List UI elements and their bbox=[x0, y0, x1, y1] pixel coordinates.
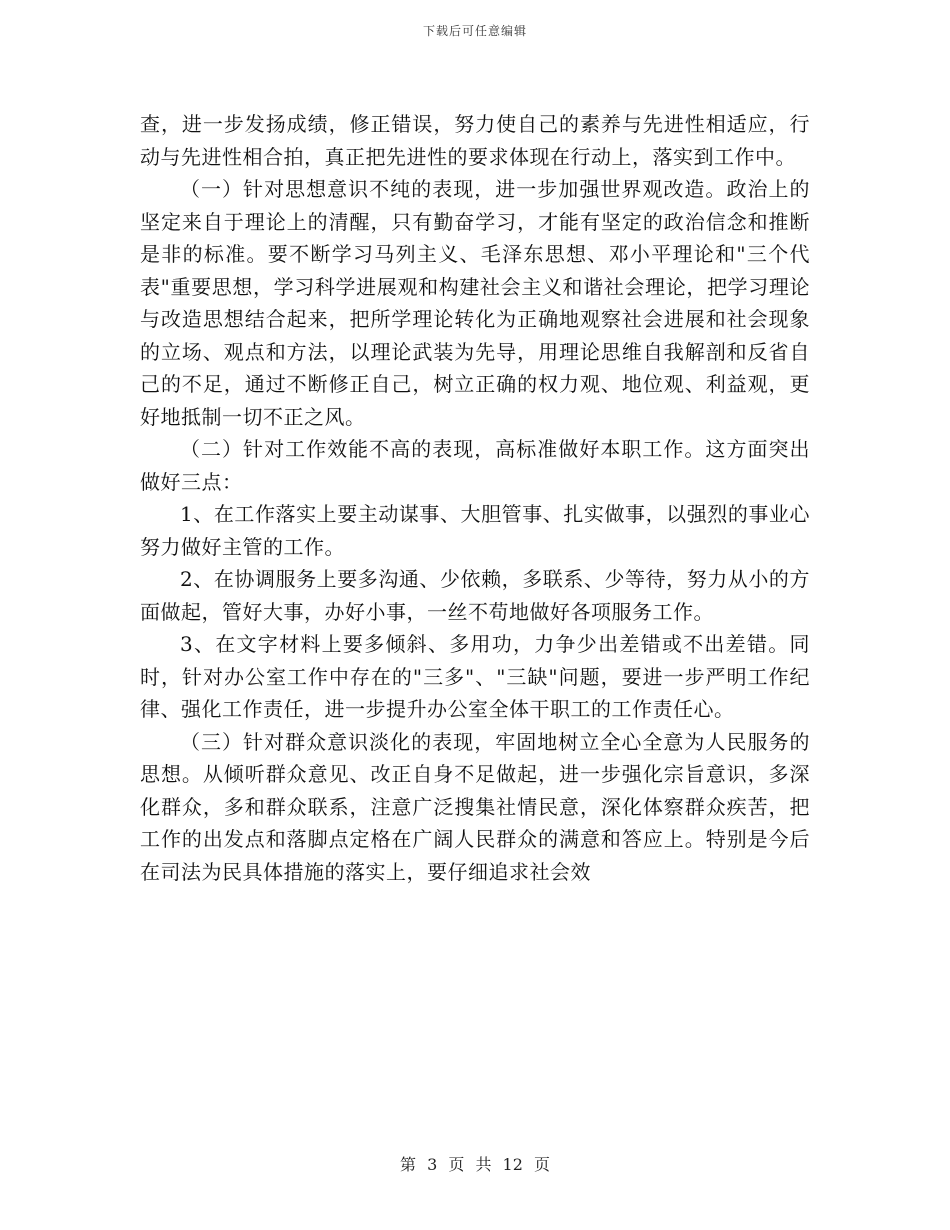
page-header: 下载后可任意编辑 bbox=[422, 24, 527, 38]
page-number: 第 3 页 共 12 页 bbox=[400, 1155, 550, 1174]
paragraph-2: （一）针对思想意识不纯的表现，进一步加强世界观改造。政治上的坚定来自于理论上的清醒，只有勤奋学习，才能有坚定的政治信念和推断是非的标准。要不断学习马列主义、毛泽东思想、邓小平理论和"三个代表"重要思想，学习科学进展观和构建社会主义和谐社会理论，把学习理论与改造思想结合起来，把所学理论转化为正确地观察社会进展和社会现象的立场、观点和方法，以理论武装为先导，用理论思维自我解剖和反省自己的不足，通过不断修正自己，树立正确的权力观、地位观、利益观，更好地抵制一切不正之风。 bbox=[140, 177, 810, 429]
paragraph-5: 2、在协调服务上要多沟通、少依赖，多联系、少等待，努力从小的方面做起，管好大事，办好小事，一丝不苟地做好各项服务工作。 bbox=[140, 567, 810, 624]
paragraph-6: 3、在文字材料上要多倾斜、多用功，力争少出差错或不出差错。同时，针对办公室工作中存在的"三多"、"三缺"问题，要进一步严明工作纪律、强化工作责任，进一步提升办公室全体干职工的工作责任心。 bbox=[140, 632, 810, 721]
document-body bbox=[140, 108, 810, 888]
paragraph-7: （三）针对群众意识淡化的表现，牢固地树立全心全意为人民服务的思想。从倾听群众意见、改正自身不足做起，进一步强化宗旨意识，多深化群众，多和群众联系，注意广泛搜集社情民意，深化体察群众疾苦，把工作的出发点和落脚点定格在广阔人民群众的满意和答应上。特别是今后在司法为民具体措施的落实上，要仔细追求社会效 bbox=[140, 729, 810, 884]
paragraph-3: （二）针对工作效能不高的表现，高标准做好本职工作。这方面突出做好三点： bbox=[140, 437, 810, 494]
paragraph-4: 1、在工作落实上要主动谋事、大胆管事、扎实做事，以强烈的事业心努力做好主管的工作。 bbox=[140, 502, 810, 559]
paragraph-1: 查，进一步发扬成绩，修正错误，努力使自己的素养与先进性相适应，行动与先进性相合拍，真正把先进性的要求体现在行动上，落实到工作中。 bbox=[140, 112, 810, 169]
